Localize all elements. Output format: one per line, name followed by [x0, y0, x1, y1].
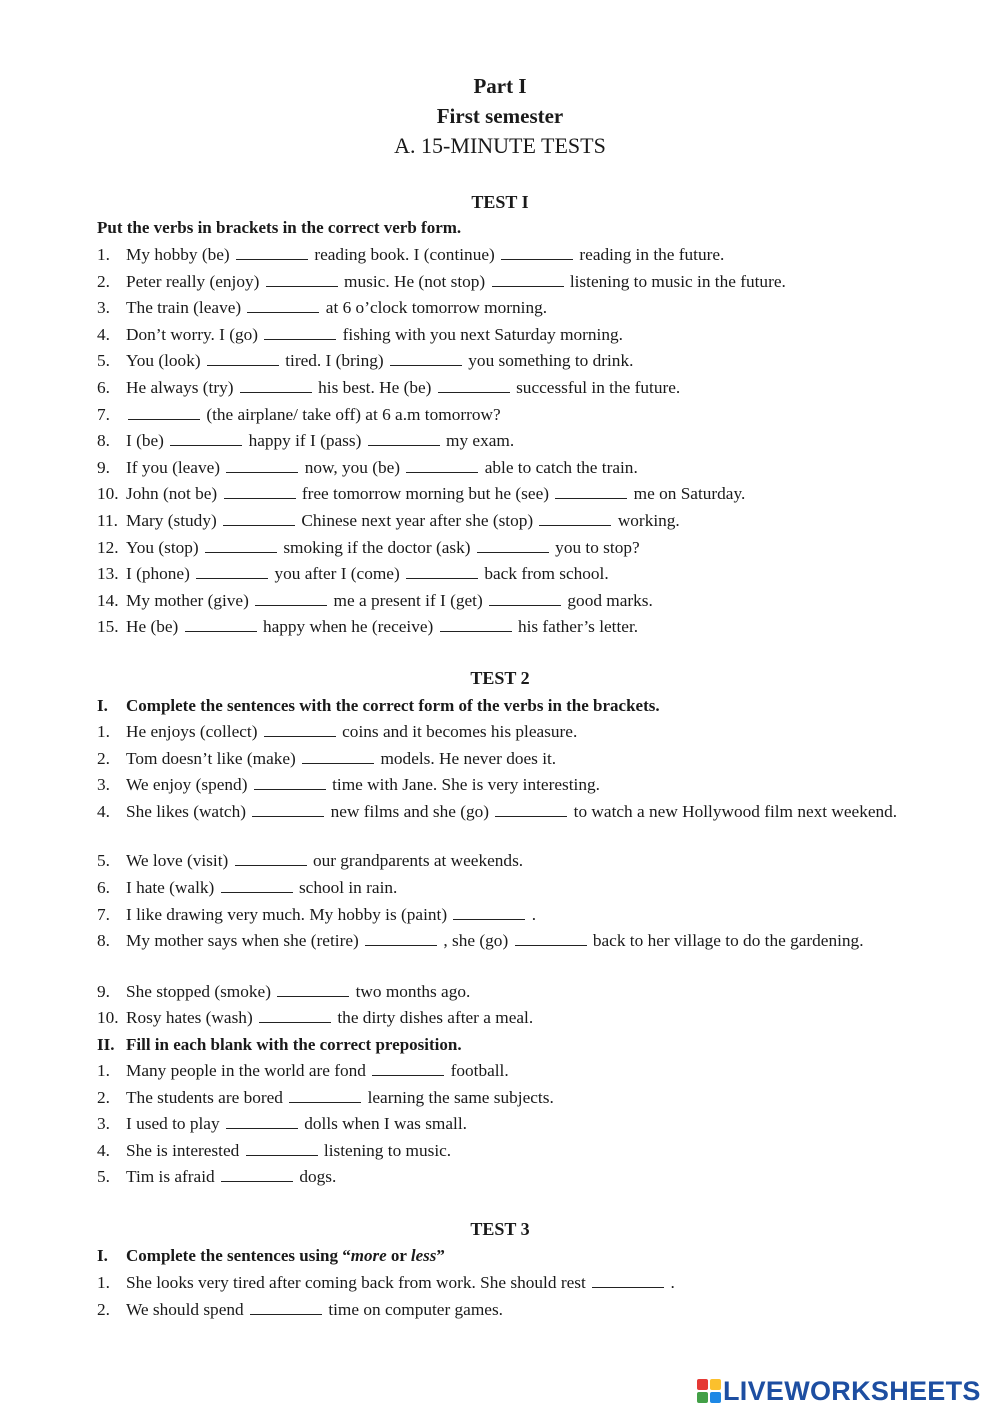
section-title: A. 15-MINUTE TESTS	[394, 133, 606, 158]
exercise-item	[97, 456, 909, 480]
item-text-segment: .	[670, 1273, 675, 1292]
instruction-text: Fill in each blank with the correct preposition.	[126, 1035, 462, 1054]
item-number: 2.	[97, 1299, 110, 1319]
answer-blank[interactable]	[128, 405, 200, 420]
item-text-segment: free tomorrow morning but he (see)	[301, 484, 549, 504]
test2-title: TEST 2	[470, 668, 530, 688]
item-text-segment: Mary (study)	[126, 511, 217, 530]
item-text-segment: reading book. I (continue)	[314, 245, 495, 264]
item-text-segment: time with Jane. She is very interesting.	[332, 775, 600, 794]
item-number: 3.	[97, 298, 110, 318]
answer-blank[interactable]	[170, 431, 242, 446]
item-number: 4.	[97, 802, 110, 821]
item-number: 7.	[97, 905, 110, 924]
item-text-segment: She is interested	[126, 1140, 240, 1160]
item-text-segment: two months ago.	[355, 982, 471, 1001]
instruction-text: Complete the sentences using	[126, 1246, 339, 1265]
answer-blank[interactable]	[492, 272, 564, 287]
item-text-segment: his father’s letter.	[517, 617, 639, 637]
item-text-segment: The students are bored	[126, 1087, 283, 1107]
answer-blank[interactable]	[221, 1167, 293, 1182]
item-text-segment: happy if I (pass)	[248, 431, 362, 451]
item-text-segment: I used to play	[126, 1114, 220, 1134]
item-text	[126, 403, 909, 427]
item-text	[126, 296, 909, 320]
item-text	[126, 720, 909, 744]
item-text-segment: successful in the future.	[516, 378, 681, 397]
exercise-item	[97, 1006, 909, 1030]
item-number: 6.	[97, 878, 110, 897]
answer-blank[interactable]	[501, 245, 573, 260]
answer-blank[interactable]	[221, 878, 293, 893]
item-text	[126, 615, 909, 639]
liveworksheets-logo-text: LIVEWORKSHEETS	[723, 1375, 981, 1406]
item-text-segment: .	[531, 905, 537, 924]
item-text	[126, 270, 909, 294]
item-text-segment: fishing with you next Saturday morning.	[342, 324, 623, 344]
item-text-segment: I like drawing very much. My hobby is (paint)	[126, 905, 448, 924]
item-text-segment: I (phone)	[126, 564, 190, 584]
answer-blank[interactable]	[250, 1300, 322, 1315]
exercise-item	[97, 929, 909, 953]
item-number: 2.	[97, 749, 110, 768]
item-number: 4.	[97, 1140, 110, 1160]
answer-blank[interactable]	[489, 591, 561, 606]
item-text-segment: Don’t worry. I (go)	[126, 324, 258, 344]
item-text-segment: his best. He (be)	[318, 378, 432, 397]
logo-square	[710, 1379, 721, 1390]
test1-title: TEST I	[471, 192, 529, 212]
item-number: 8.	[97, 931, 110, 950]
item-text-segment: John (not be)	[126, 484, 218, 504]
item-number: 1.	[97, 245, 110, 264]
item-number: 8.	[97, 431, 110, 451]
answer-blank[interactable]	[254, 775, 326, 790]
item-text-segment: Rosy hates (wash)	[126, 1008, 253, 1027]
item-text-segment: listening to music in the future.	[569, 271, 786, 291]
exercise-item	[97, 903, 909, 927]
exercise-item	[97, 536, 909, 560]
word-or: or	[390, 1246, 407, 1265]
item-text-segment: my exam.	[446, 431, 515, 451]
answer-blank[interactable]	[226, 1114, 298, 1129]
item-number: 14.	[97, 590, 119, 610]
item-text-segment: Peter really (enjoy)	[126, 271, 260, 291]
item-text	[126, 536, 909, 560]
exercise-item	[97, 980, 909, 1004]
item-text	[126, 482, 909, 506]
item-text-segment: our grandparents at weekends.	[312, 851, 524, 870]
item-text-segment: to watch a new Hollywood film next weekend.	[573, 802, 898, 821]
answer-blank[interactable]	[390, 351, 462, 366]
exercise-item	[97, 243, 909, 267]
item-text-segment: Many people in the world are fond	[126, 1061, 366, 1080]
word-more: more	[350, 1246, 387, 1265]
item-text	[126, 773, 909, 797]
item-text-segment: We should spend	[126, 1299, 244, 1319]
item-text-segment: My mother says when she (retire)	[126, 931, 359, 950]
item-text-segment: Chinese next year after she (stop)	[301, 511, 534, 530]
roman-numeral: I.	[97, 696, 108, 715]
item-number: 5.	[97, 351, 110, 371]
exercise-item	[97, 1165, 909, 1189]
item-number: 3.	[97, 775, 110, 794]
test3-section1-instruction	[97, 1246, 445, 1266]
answer-blank[interactable]	[302, 749, 374, 764]
exercise-item	[97, 1298, 909, 1322]
exercise-item	[97, 403, 909, 427]
exercise-item	[97, 747, 909, 771]
answer-blank[interactable]	[236, 245, 308, 260]
item-text	[126, 323, 909, 347]
item-number: 9.	[97, 457, 110, 477]
item-text-segment: the dirty dishes after a meal.	[337, 1008, 534, 1027]
answer-blank[interactable]	[555, 484, 627, 499]
item-text	[126, 589, 909, 613]
word-less: less	[410, 1246, 437, 1265]
answer-blank[interactable]	[207, 351, 279, 366]
exercise-item	[97, 562, 909, 586]
part-title: Part I	[473, 74, 527, 98]
exercise-item	[97, 482, 909, 506]
item-text-segment: me on Saturday.	[633, 484, 746, 504]
item-text-segment: me a present if I (get)	[333, 590, 483, 610]
answer-blank[interactable]	[406, 458, 478, 473]
quote-open: “	[342, 1246, 351, 1265]
item-text	[126, 243, 909, 267]
answer-blank[interactable]	[259, 1008, 331, 1023]
item-text-segment: good marks.	[567, 590, 653, 610]
item-number: 12.	[97, 537, 119, 557]
exercise-item	[97, 1271, 909, 1295]
answer-blank[interactable]	[266, 272, 338, 287]
answer-blank[interactable]	[440, 617, 512, 632]
item-text-segment: He (be)	[126, 617, 179, 637]
exercise-item	[97, 349, 909, 373]
exercise-item	[97, 270, 909, 294]
test2-section2-instruction	[97, 1035, 462, 1055]
item-text-segment: coins and it becomes his pleasure.	[342, 722, 578, 741]
answer-blank[interactable]	[365, 931, 437, 946]
answer-blank[interactable]	[277, 982, 349, 997]
item-text-segment: He enjoys (collect)	[126, 722, 258, 741]
item-text	[126, 800, 909, 824]
item-text-segment: at 6 o’clock tomorrow morning.	[325, 298, 548, 318]
item-text-segment: learning the same subjects.	[367, 1087, 554, 1107]
item-text-segment: smoking if the doctor (ask)	[283, 537, 471, 557]
semester-title: First semester	[436, 104, 564, 128]
answer-blank[interactable]	[255, 591, 327, 606]
item-text-segment: My hobby (be)	[126, 245, 230, 264]
exercise-item	[97, 589, 909, 613]
item-text-segment: Tom doesn’t like (make)	[126, 749, 296, 768]
item-number: 5.	[97, 1167, 110, 1187]
item-text-segment: , she (go)	[443, 931, 509, 950]
answer-blank[interactable]	[196, 564, 268, 579]
answer-blank[interactable]	[264, 325, 336, 340]
item-text-segment: tired. I (bring)	[285, 351, 384, 371]
answer-blank[interactable]	[205, 538, 277, 553]
item-text-segment: happy when he (receive)	[262, 617, 434, 637]
exercise-item	[97, 296, 909, 320]
item-text	[126, 1112, 909, 1136]
item-text-segment: If you (leave)	[126, 457, 221, 477]
item-text-segment: you to stop?	[555, 537, 640, 557]
test2-section1-instruction	[97, 696, 660, 716]
exercise-item	[97, 376, 909, 400]
item-text-segment: You (look)	[126, 351, 201, 371]
item-text-segment: We enjoy (spend)	[126, 775, 248, 794]
item-text-segment: football.	[450, 1061, 509, 1080]
item-number: 9.	[97, 982, 110, 1001]
item-text	[126, 747, 909, 771]
exercise-item	[97, 615, 909, 639]
instruction-text: Complete the sentences with the correct form of the verbs in the brackets.	[126, 696, 660, 715]
item-text	[126, 376, 909, 400]
exercise-item	[97, 720, 909, 744]
exercise-item	[97, 323, 909, 347]
item-text	[126, 1139, 909, 1163]
item-number: 6.	[97, 378, 110, 397]
liveworksheets-logo-icon	[697, 1379, 721, 1403]
roman-numeral: II.	[97, 1035, 115, 1054]
item-text-segment: He always (try)	[126, 378, 234, 397]
answer-blank[interactable]	[235, 851, 307, 866]
item-text-segment: dogs.	[299, 1167, 337, 1187]
item-text-segment: Tim is afraid	[126, 1167, 215, 1187]
item-number: 1.	[97, 722, 110, 741]
answer-blank[interactable]	[438, 378, 510, 393]
item-text-segment: working.	[617, 511, 680, 530]
item-text-segment: You (stop)	[126, 537, 199, 557]
answer-blank[interactable]	[289, 1088, 361, 1103]
item-text-segment: She stopped (smoke)	[126, 982, 271, 1001]
item-text-segment: The train (leave)	[126, 298, 242, 318]
item-number: 11.	[97, 511, 118, 530]
logo-square	[710, 1392, 721, 1403]
item-text	[126, 1059, 909, 1083]
answer-blank[interactable]	[252, 802, 324, 817]
answer-blank[interactable]	[477, 538, 549, 553]
item-text-segment: We love (visit)	[126, 851, 229, 870]
item-number: 10.	[97, 484, 119, 504]
quote-close: ”	[436, 1246, 445, 1265]
answer-blank[interactable]	[223, 511, 295, 526]
item-text	[126, 1165, 909, 1189]
item-text-segment: school in rain.	[298, 878, 398, 897]
item-text-segment: back to her village to do the gardening.	[592, 931, 864, 950]
item-number: 15.	[97, 617, 119, 637]
exercise-item	[97, 876, 909, 900]
item-text-segment: music. He (not stop)	[344, 271, 486, 291]
item-text	[126, 1006, 909, 1030]
item-number: 1.	[97, 1061, 110, 1080]
item-text-segment: dolls when I was small.	[304, 1114, 467, 1134]
item-number: 4.	[97, 324, 110, 344]
item-text	[126, 876, 909, 900]
answer-blank[interactable]	[226, 458, 298, 473]
item-text-segment: you after I (come)	[274, 564, 400, 584]
answer-blank[interactable]	[539, 511, 611, 526]
item-text	[126, 1271, 909, 1295]
exercise-item	[97, 1112, 909, 1136]
answer-blank[interactable]	[240, 378, 312, 393]
answer-blank[interactable]	[592, 1273, 664, 1288]
answer-blank[interactable]	[185, 617, 257, 632]
answer-blank[interactable]	[372, 1061, 444, 1076]
answer-blank[interactable]	[224, 484, 296, 499]
answer-blank[interactable]	[264, 722, 336, 737]
test1-instruction: Put the verbs in brackets in the correct verb form.	[97, 218, 462, 237]
answer-blank[interactable]	[406, 564, 478, 579]
item-number: 13.	[97, 564, 119, 584]
item-text-segment: She likes (watch)	[126, 802, 246, 821]
item-text-segment: reading in the future.	[579, 245, 725, 264]
answer-blank[interactable]	[368, 431, 440, 446]
item-text-segment: you something to drink.	[468, 351, 634, 371]
item-text	[126, 1298, 909, 1322]
item-text	[126, 849, 909, 873]
item-text	[126, 349, 909, 373]
answer-blank[interactable]	[246, 1141, 318, 1156]
item-text-segment: new films and she (go)	[330, 802, 490, 821]
exercise-item	[97, 1059, 909, 1083]
exercise-item	[97, 429, 909, 453]
item-number: 1.	[97, 1273, 110, 1292]
answer-blank[interactable]	[495, 802, 567, 817]
roman-numeral: I.	[97, 1246, 108, 1265]
item-number: 3.	[97, 1114, 110, 1134]
item-text-segment: now, you (be)	[304, 457, 401, 477]
logo-square	[697, 1379, 708, 1390]
item-text-segment: time on computer games.	[328, 1299, 503, 1319]
item-text-segment: listening to music.	[323, 1140, 452, 1160]
answer-blank[interactable]	[515, 931, 587, 946]
exercise-item	[97, 1086, 909, 1110]
item-text-segment: (the airplane/ take off) at 6 a.m tomorrow?	[206, 404, 501, 424]
item-text	[126, 1086, 909, 1110]
item-text-segment: My mother (give)	[126, 590, 249, 610]
item-text	[126, 903, 909, 927]
exercise-item	[97, 800, 909, 824]
item-number: 7.	[97, 404, 110, 424]
item-number: 10.	[97, 1008, 119, 1027]
item-text-segment: She looks very tired after coming back from work. She should rest	[126, 1273, 586, 1292]
test3-title: TEST 3	[470, 1219, 530, 1239]
liveworksheets-logo	[697, 1376, 981, 1406]
item-text-segment: I hate (walk)	[126, 878, 215, 897]
item-number: 5.	[97, 851, 110, 870]
item-text	[126, 509, 909, 533]
item-text	[126, 456, 909, 480]
item-text	[126, 980, 909, 1004]
exercise-item	[97, 849, 909, 873]
exercise-item	[97, 1139, 909, 1163]
item-text-segment: I (be)	[126, 431, 164, 451]
item-text-segment: back from school.	[484, 564, 609, 584]
item-text	[126, 562, 909, 586]
exercise-item	[97, 773, 909, 797]
item-number: 2.	[97, 1087, 110, 1107]
item-number: 2.	[97, 271, 110, 291]
item-text	[126, 429, 909, 453]
answer-blank[interactable]	[453, 905, 525, 920]
item-text-segment: models. He never does it.	[380, 749, 557, 768]
item-text	[126, 929, 909, 953]
exercise-item	[97, 509, 909, 533]
item-text-segment: able to catch the train.	[484, 457, 638, 477]
answer-blank[interactable]	[247, 298, 319, 313]
logo-square	[697, 1392, 708, 1403]
